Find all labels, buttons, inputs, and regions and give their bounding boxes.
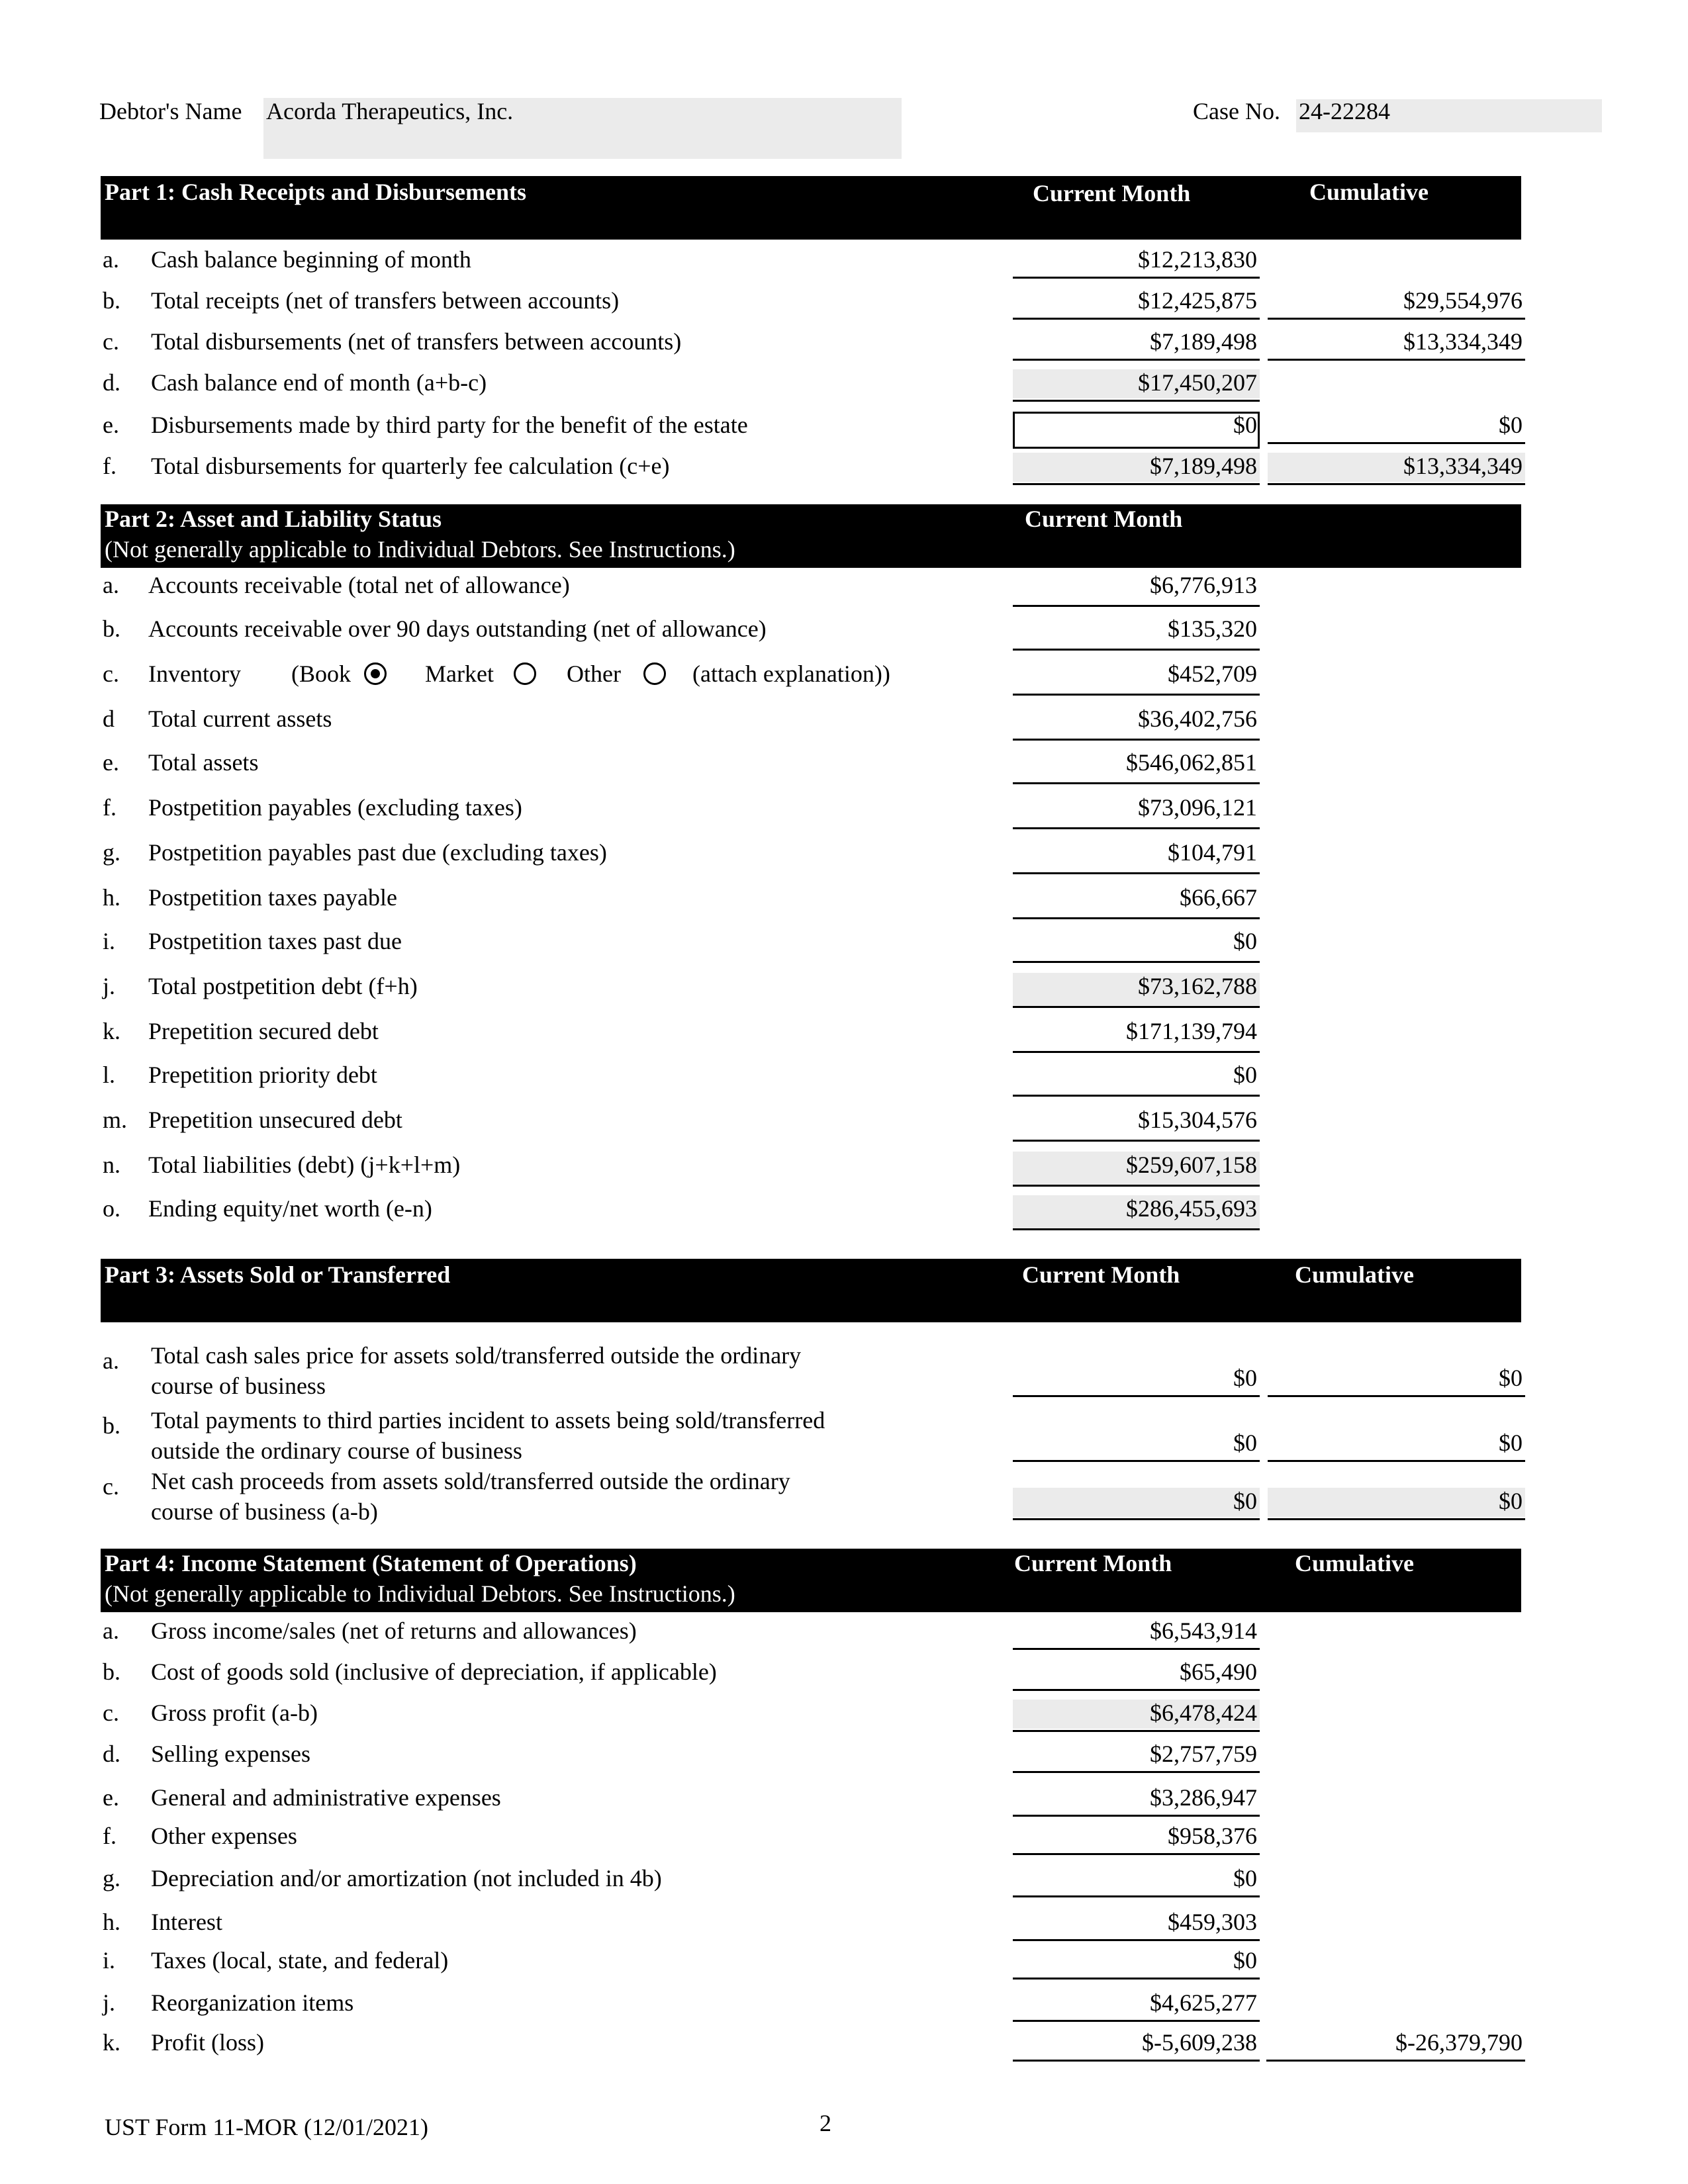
radio-selected-dot <box>371 669 380 678</box>
part4-current-value[interactable]: $958,376 <box>1168 1823 1257 1849</box>
part4-row-label: General and administrative expenses <box>151 1784 501 1811</box>
part2-current-value-underline <box>1013 917 1260 919</box>
part1-row-label: Total receipts (net of transfers between accounts) <box>151 287 620 314</box>
part2-current-value-underline <box>1013 961 1260 963</box>
part2-row-letter: a. <box>103 572 119 598</box>
part2-row-letter: e. <box>103 749 119 776</box>
part2-current-value[interactable]: $73,162,788 <box>1138 973 1257 999</box>
part3-current-value-underline <box>1013 1395 1260 1397</box>
part4-row-letter: h. <box>103 1909 120 1935</box>
part3-row-label-line2: course of business <box>151 1373 326 1399</box>
debtor-name-field[interactable]: Acorda Therapeutics, Inc. <box>266 98 514 124</box>
part1-cumulative-value-underline <box>1268 442 1525 444</box>
part3-row-label-line1: Total cash sales price for assets sold/transferred outside the ordinary <box>151 1342 802 1369</box>
part2-row-letter: k. <box>103 1018 120 1044</box>
part1-row-letter: c. <box>103 328 119 355</box>
part4-current-value-underline <box>1013 2060 1260 2062</box>
part2-title: Part 2: Asset and Liability Status <box>105 506 442 532</box>
part2-subtitle: (Not generally applicable to Individual Debtors. See Instructions.) <box>105 536 735 563</box>
part1-col-cumulative: Cumulative <box>1309 179 1429 205</box>
part1-cumulative-value-underline <box>1268 318 1525 320</box>
part4-current-value[interactable]: $65,490 <box>1180 1659 1257 1685</box>
part4-row-label: Profit (loss) <box>151 2029 264 2056</box>
part2-current-value[interactable]: $0 <box>1233 928 1257 954</box>
part4-row-label: Gross income/sales (net of returns and allowances) <box>151 1617 637 1644</box>
part1-current-value[interactable]: $0 <box>1233 412 1257 438</box>
part3-cumulative-value[interactable]: $0 <box>1499 1365 1523 1391</box>
part1-row-letter: e. <box>103 412 119 438</box>
part2-row-label: Accounts receivable over 90 days outstanding (net of allowance) <box>148 615 767 642</box>
part1-current-value-underline <box>1013 318 1260 320</box>
part4-row-label: Cost of goods sold (inclusive of depreciation, if applicable) <box>151 1659 717 1685</box>
part2-row-letter: c. <box>103 660 119 687</box>
part4-row-label: Selling expenses <box>151 1741 310 1767</box>
part3-row-label-line2: outside the ordinary course of business <box>151 1437 522 1464</box>
part2-current-value[interactable]: $0 <box>1233 1062 1257 1088</box>
part2-current-value-underline <box>1013 872 1260 874</box>
part2-row-letter: j. <box>103 973 116 999</box>
part4-current-value[interactable]: $3,286,947 <box>1150 1784 1257 1811</box>
part3-cumulative-value-underline <box>1268 1395 1525 1397</box>
part4-current-value-underline <box>1013 1771 1260 1773</box>
part3-row-letter: c. <box>103 1473 119 1500</box>
part4-current-value[interactable]: $2,757,759 <box>1150 1741 1257 1767</box>
part4-row-letter: j. <box>103 1989 116 2016</box>
part1-cumulative-value[interactable]: $13,334,349 <box>1403 453 1523 479</box>
part2-row-letter: n. <box>103 1152 120 1178</box>
part2-current-value[interactable]: $171,139,794 <box>1126 1018 1257 1044</box>
part1-current-value-underline <box>1013 277 1260 279</box>
part4-current-value-underline <box>1013 2020 1260 2022</box>
part2-current-value-underline <box>1013 782 1260 784</box>
part2-current-value-underline <box>1013 1051 1260 1053</box>
part3-header-band <box>101 1259 1521 1322</box>
part4-row-label: Reorganization items <box>151 1989 354 2016</box>
inventory-attach-note: (attach explanation)) <box>692 660 890 687</box>
part2-row-label: Postpetition taxes payable <box>148 884 397 911</box>
part4-current-value-underline <box>1013 1815 1260 1817</box>
part4-row-label: Depreciation and/or amortization (not included in 4b) <box>151 1865 662 1891</box>
part4-current-value[interactable]: $0 <box>1233 1947 1257 1974</box>
part1-row-label: Cash balance beginning of month <box>151 246 471 273</box>
part2-current-value-underline <box>1013 694 1260 696</box>
part3-cumulative-value[interactable]: $0 <box>1499 1488 1523 1514</box>
part4-current-value-underline <box>1013 1978 1260 1979</box>
part1-current-value-underline <box>1013 359 1260 361</box>
part2-current-value[interactable]: $73,096,121 <box>1138 794 1257 821</box>
part2-row-letter: b. <box>103 615 120 642</box>
part1-row-label: Total disbursements (net of transfers between accounts) <box>151 328 682 355</box>
part4-row-label: Gross profit (a-b) <box>151 1700 318 1726</box>
part2-row-letter: m. <box>103 1107 128 1133</box>
part4-row-letter: f. <box>103 1823 117 1849</box>
part3-current-value[interactable]: $0 <box>1233 1488 1257 1514</box>
part3-cumulative-value-underline <box>1268 1460 1525 1462</box>
part2-row-label: Total assets <box>148 749 259 776</box>
part1-cumulative-value-underline <box>1268 359 1525 361</box>
part3-col-current: Current Month <box>1022 1261 1180 1288</box>
part2-current-value[interactable]: $135,320 <box>1168 615 1257 642</box>
part2-header-band <box>101 504 1521 568</box>
part1-row-letter: a. <box>103 246 119 273</box>
part4-current-value-underline <box>1013 1689 1260 1691</box>
inventory-market-radio[interactable] <box>514 662 536 685</box>
part2-row-label: Prepetition priority debt <box>148 1062 377 1088</box>
part1-current-value[interactable]: $7,189,498 <box>1150 453 1257 479</box>
inventory-other-radio[interactable] <box>643 662 666 685</box>
part3-row-label-line1: Total payments to third parties incident to assets being sold/transferred <box>151 1407 825 1433</box>
part4-cumulative-value-underline <box>1266 2060 1525 2062</box>
part3-row-label-line2: course of business (a-b) <box>151 1498 378 1525</box>
part3-cumulative-value[interactable]: $0 <box>1499 1430 1523 1456</box>
part1-current-value[interactable]: $7,189,498 <box>1150 328 1257 355</box>
part4-row-label: Taxes (local, state, and federal) <box>151 1947 449 1974</box>
part2-row-letter: i. <box>103 928 116 954</box>
part4-current-value[interactable]: $6,478,424 <box>1150 1700 1257 1726</box>
part2-col-current: Current Month <box>1025 506 1183 532</box>
inventory-book-radio[interactable] <box>364 662 387 685</box>
part2-row-label: Ending equity/net worth (e-n) <box>148 1195 432 1222</box>
part3-title: Part 3: Assets Sold or Transferred <box>105 1261 451 1288</box>
part2-row-letter: h. <box>103 884 120 911</box>
part4-current-value[interactable]: $0 <box>1233 1865 1257 1891</box>
part1-row-letter: b. <box>103 287 120 314</box>
part4-row-letter: e. <box>103 1784 119 1811</box>
part3-row-label-line1: Net cash proceeds from assets sold/transferred outside the ordinary <box>151 1468 790 1494</box>
part2-current-value[interactable]: $36,402,756 <box>1138 705 1257 732</box>
part4-row-letter: g. <box>103 1865 120 1891</box>
part2-current-value-underline <box>1013 605 1260 607</box>
case-number-field[interactable]: 24-22284 <box>1299 98 1390 124</box>
part1-cumulative-value-underline <box>1268 483 1525 485</box>
part2-current-value-underline <box>1013 1006 1260 1008</box>
part4-row-letter: d. <box>103 1741 120 1767</box>
part1-current-value-underline <box>1013 400 1260 402</box>
part1-row-letter: d. <box>103 369 120 396</box>
part2-row-label: Accounts receivable (total net of allowance) <box>148 572 570 598</box>
part2-row-label: Inventory <box>148 660 241 687</box>
part2-current-value-underline <box>1013 1185 1260 1187</box>
part1-cumulative-value[interactable]: $0 <box>1499 412 1523 438</box>
part2-row-label: Total postpetition debt (f+h) <box>148 973 418 999</box>
part2-row-letter: g. <box>103 839 120 866</box>
part4-row-label: Other expenses <box>151 1823 297 1849</box>
part2-row-letter: l. <box>103 1062 116 1088</box>
part1-row-label: Disbursements made by third party for the benefit of the estate <box>151 412 748 438</box>
part3-cumulative-value-underline <box>1268 1518 1525 1520</box>
part4-header-band <box>101 1549 1521 1612</box>
part3-current-value[interactable]: $0 <box>1233 1430 1257 1456</box>
part4-subtitle: (Not generally applicable to Individual Debtors. See Instructions.) <box>105 1580 735 1607</box>
part2-row-label: Total liabilities (debt) (j+k+l+m) <box>148 1152 461 1178</box>
page-number: 2 <box>820 2110 831 2136</box>
part3-current-value-underline <box>1013 1518 1260 1520</box>
part2-row-letter: f. <box>103 794 117 821</box>
part2-current-value-underline <box>1013 1228 1260 1230</box>
part2-current-value[interactable]: $286,455,693 <box>1126 1195 1257 1222</box>
part2-row-label: Total current assets <box>148 705 332 732</box>
part2-current-value-underline <box>1013 1140 1260 1142</box>
inventory-option-market-label: Market <box>425 660 494 687</box>
part4-current-value-underline <box>1013 1648 1260 1650</box>
part2-current-value-underline <box>1013 739 1260 741</box>
part2-row-label: Prepetition unsecured debt <box>148 1107 402 1133</box>
part4-current-value-underline <box>1013 1853 1260 1855</box>
part4-current-value[interactable]: $-5,609,238 <box>1142 2029 1257 2056</box>
part4-current-value-underline <box>1013 1730 1260 1732</box>
part4-current-value-underline <box>1013 1939 1260 1941</box>
part2-current-value[interactable]: $546,062,851 <box>1126 749 1257 776</box>
part3-current-value[interactable]: $0 <box>1233 1365 1257 1391</box>
part2-row-label: Prepetition secured debt <box>148 1018 379 1044</box>
part1-current-value[interactable]: $12,213,830 <box>1138 246 1257 273</box>
part4-current-value-underline <box>1013 1895 1260 1897</box>
part2-current-value-underline <box>1013 649 1260 651</box>
part1-cumulative-value[interactable]: $29,554,976 <box>1403 287 1523 314</box>
part4-title: Part 4: Income Statement (Statement of Operations) <box>105 1550 637 1576</box>
part1-col-current: Current Month <box>1033 180 1191 206</box>
part4-row-letter: k. <box>103 2029 120 2056</box>
part1-title: Part 1: Cash Receipts and Disbursements <box>105 179 526 205</box>
part4-row-letter: a. <box>103 1617 119 1644</box>
part1-row-label: Cash balance end of month (a+b-c) <box>151 369 487 396</box>
part2-row-label: Postpetition payables (excluding taxes) <box>148 794 522 821</box>
part4-cumulative-value[interactable]: $-26,379,790 <box>1395 2029 1523 2056</box>
part2-current-value[interactable]: $66,667 <box>1180 884 1257 911</box>
part4-row-label: Interest <box>151 1909 222 1935</box>
part2-row-letter: d <box>103 705 115 732</box>
part1-header-band <box>101 176 1521 240</box>
part4-row-letter: c. <box>103 1700 119 1726</box>
form-identifier: UST Form 11-MOR (12/01/2021) <box>105 2114 429 2140</box>
part1-current-value-underline <box>1013 483 1260 485</box>
part2-row-label: Postpetition payables past due (excluding taxes) <box>148 839 607 866</box>
part2-current-value[interactable]: $259,607,158 <box>1126 1152 1257 1178</box>
part3-col-cumulative: Cumulative <box>1295 1261 1414 1288</box>
part4-current-value[interactable]: $459,303 <box>1168 1909 1257 1935</box>
part4-row-letter: b. <box>103 1659 120 1685</box>
part1-current-value[interactable]: $12,425,875 <box>1138 287 1257 314</box>
part2-current-value-underline <box>1013 1095 1260 1097</box>
part2-row-label: Postpetition taxes past due <box>148 928 402 954</box>
part1-cumulative-value[interactable]: $13,334,349 <box>1403 328 1523 355</box>
part2-current-value[interactable]: $452,709 <box>1168 660 1257 687</box>
part4-col-cumulative: Cumulative <box>1295 1550 1414 1576</box>
debtor-name-label: Debtor's Name <box>99 98 242 124</box>
part1-row-label: Total disbursements for quarterly fee calculation (c+e) <box>151 453 670 479</box>
part4-current-value[interactable]: $6,543,914 <box>1150 1617 1257 1644</box>
part3-current-value-underline <box>1013 1460 1260 1462</box>
part4-current-value[interactable]: $4,625,277 <box>1150 1989 1257 2016</box>
part1-row-letter: f. <box>103 453 117 479</box>
inventory-option-other-label: Other <box>567 660 621 687</box>
inventory-option-book-label: (Book <box>291 660 351 687</box>
case-number-label: Case No. <box>1193 98 1280 124</box>
part4-col-current: Current Month <box>1014 1550 1172 1576</box>
part2-current-value[interactable]: $15,304,576 <box>1138 1107 1257 1133</box>
part2-current-value-underline <box>1013 827 1260 829</box>
part3-row-letter: b. <box>103 1412 120 1439</box>
part1-current-value[interactable]: $17,450,207 <box>1138 369 1257 396</box>
part2-current-value[interactable]: $104,791 <box>1168 839 1257 866</box>
part2-row-letter: o. <box>103 1195 120 1222</box>
part3-row-letter: a. <box>103 1347 119 1374</box>
part4-row-letter: i. <box>103 1947 116 1974</box>
part2-current-value[interactable]: $6,776,913 <box>1150 572 1257 598</box>
